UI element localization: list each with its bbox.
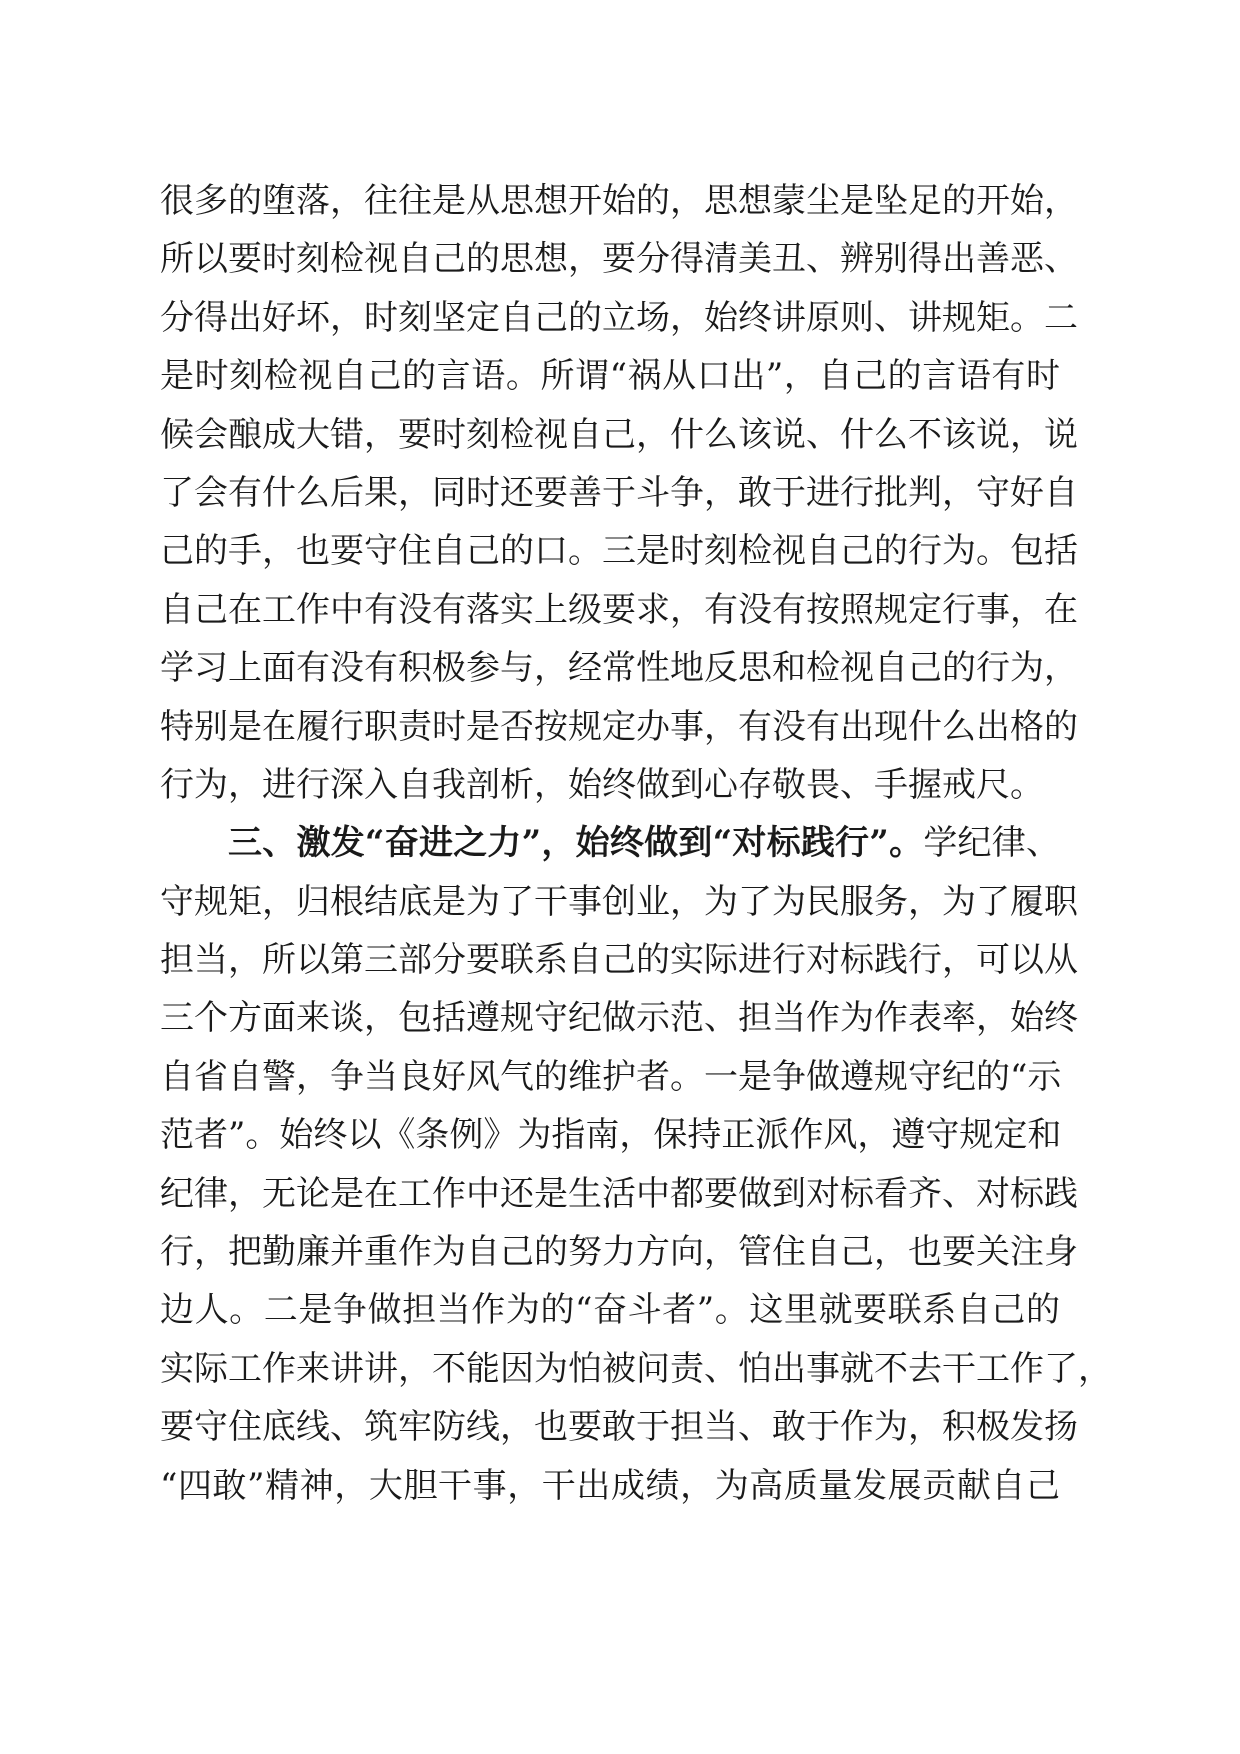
paragraph-line: 所以要时刻检视自己的思想，要分得清美丑、辨别得出善恶、 xyxy=(160,239,1078,280)
paragraph-line: 学习上面有没有积极参与，经常性地反思和检视自己的行为， xyxy=(160,648,1078,689)
section-heading-line xyxy=(160,814,1060,872)
paragraph-line: 范者”。始终以《条例》为指南，保持正派作风，遵守规定和 xyxy=(160,1115,1062,1156)
paragraph-line: 行，把勤廉并重作为自己的努力方向，管住自己，也要关注身 xyxy=(160,1232,1078,1273)
paragraph-line: 分得出好坏，时刻坚定自己的立场，始终讲原则、讲规矩。二 xyxy=(160,297,1078,338)
paragraph-line: 边人。二是争做担当作为的“奋斗者”。这里就要联系自己的 xyxy=(160,1290,1060,1331)
paragraph-line: 候会酿成大错，要时刻检视自己，什么该说、什么不该说，说 xyxy=(160,414,1078,455)
paragraph-line: 要守住底线、筑牢防线，也要敢于担当、敢于作为，积极发扬 xyxy=(160,1407,1078,1448)
section-heading: 三、激发“奋进之力”，始终做到“对标践行”。 xyxy=(228,823,924,864)
section-heading-tail: 学纪律、 xyxy=(923,823,1061,864)
paragraph-line: 担当，所以第三部分要联系自己的实际进行对标践行，可以从 xyxy=(160,940,1078,981)
paragraph-line: 自省自警，争当良好风气的维护者。一是争做遵规守纪的“示 xyxy=(160,1056,1062,1097)
paragraph-line: 己的手，也要守住自己的口。三是时刻检视自己的行为。包括 xyxy=(160,531,1078,572)
paragraph-line: 自己在工作中有没有落实上级要求，有没有按照规定行事，在 xyxy=(160,589,1078,630)
paragraph-line: 实际工作来讲讲，不能因为怕被问责、怕出事就不去干工作了， xyxy=(160,1348,1112,1389)
paragraph-line: 很多的堕落，往往是从思想开始的，思想蒙尘是坠足的开始， xyxy=(160,181,1078,221)
paragraph-line: 守规矩，归根结底是为了干事创业，为了为民服务，为了履职 xyxy=(160,881,1078,922)
paragraph-line: 三个方面来谈，包括遵规守纪做示范、担当作为作表率，始终 xyxy=(160,998,1078,1039)
paragraph-line: “四敢”精神，大胆干事，干出成绩，为高质量发展贡献自己 xyxy=(160,1465,1060,1506)
paragraph-line: 是时刻检视自己的言语。所谓“祸从口出”，自己的言语有时 xyxy=(160,356,1060,397)
paragraph-line: 纪律，无论是在工作中还是生活中都要做到对标看齐、对标践 xyxy=(160,1173,1078,1214)
paragraph-line: 特别是在履行职责时是否按规定办事，有没有出现什么出格的 xyxy=(160,706,1078,747)
paragraph-line: 行为，进行深入自我剖析，始终做到心存敬畏、手握戒尺。 xyxy=(160,764,1044,805)
document-page xyxy=(160,172,1112,1515)
paragraph-line: 了会有什么后果，同时还要善于斗争，敢于进行批判，守好自 xyxy=(160,472,1078,513)
